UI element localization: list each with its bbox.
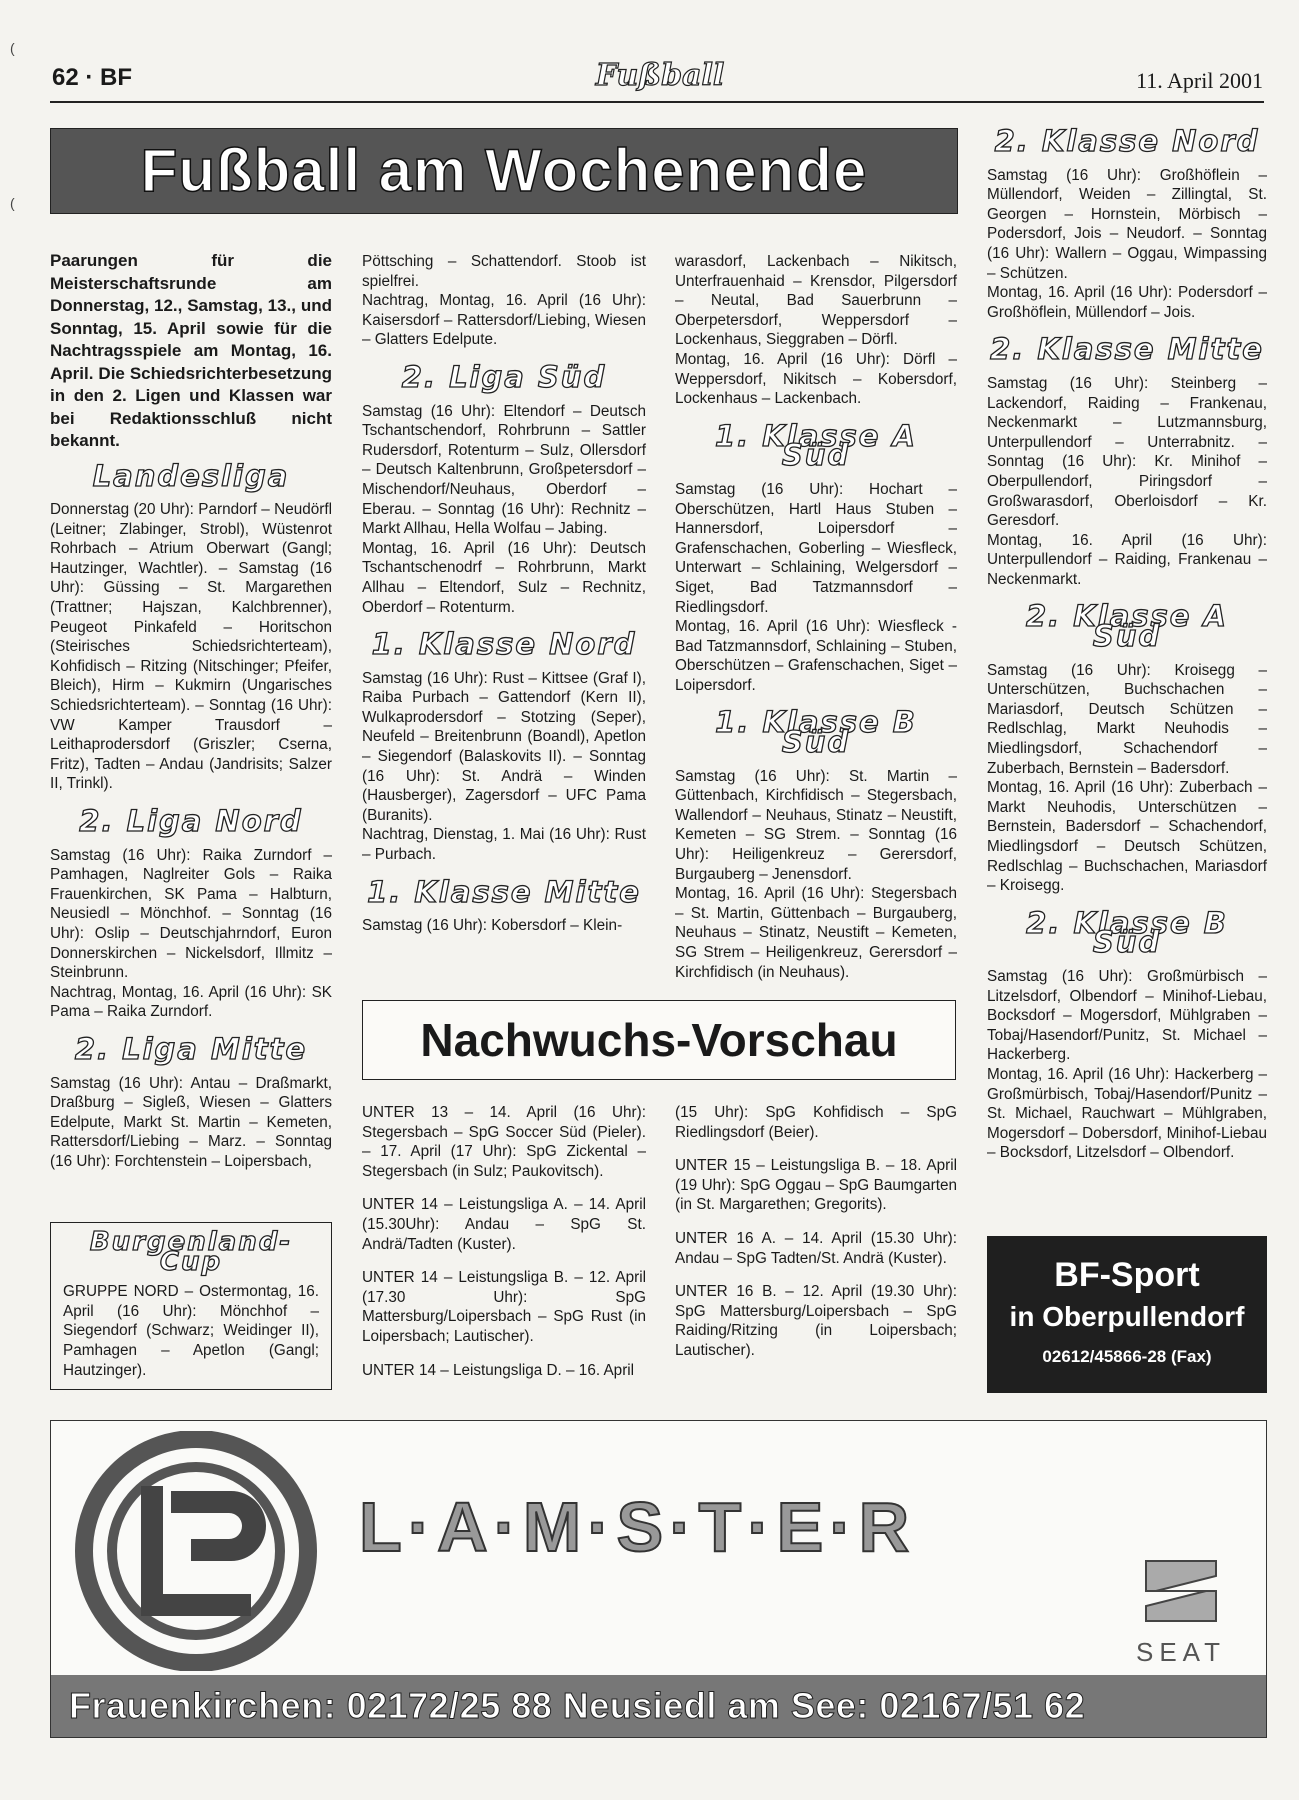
lamster-brand: L·A·M·S·T·E·R (359, 1488, 916, 1566)
article-text: Montag, 16. April (16 Uhr): Deutsch Tschantschenodrf – Rohrbrunn, Markt Allhau – Eltendorf, Sulz – Rechnitz, Oberdorf – Rotenturm. (362, 539, 646, 616)
article-text: Samstag (16 Uhr): Kobersdorf – Klein- (362, 917, 623, 935)
article-text: Nachtrag, Dienstag, 1. Mai (16 Uhr): Rust – Purbach. (362, 826, 646, 864)
nachwuchs-left (362, 1103, 646, 1380)
article-text: GRUPPE NORD – Ostermontag, 16. April (16 Uhr): Mönchhof – Siegendorf (Schwarz; Weidinger II), Pamhagen – Apetlon (Gangl; Hautzinger). (63, 1283, 319, 1379)
nachwuchs-title: Nachwuchs-Vorschau (362, 1000, 956, 1080)
article-text: Samstag (16 Uhr): St. Martin – Güttenbach, Kirchfidisch – Stegersbach, Wallendorf – Neuhaus, Stinatz – Neustift, Kemeten – SG Strem. – Sonntag (16 Uhr): Heiligenkreuz – Gerersdorf, Burgauberg – Jenensdorf. (675, 767, 957, 883)
article-text: UNTER 15 – Leistungsliga B. – 18. April (19 Uhr): SpG Oggau – SpG Baumgarten (in St. Margarethen; Gregorits). (675, 1157, 957, 1214)
seat-logo-icon (1136, 1556, 1226, 1626)
lamster-logo-icon (71, 1431, 321, 1671)
section-heading: 2. Klasse B Süd (1026, 905, 1228, 960)
article-text: Montag, 16. April (16 Uhr): Wiesfleck - Bad Tatzmannsdorf, Schlaining – Stuben, Oberschützen – Grafenschachen, Siget – Loipersdorf. (675, 618, 957, 694)
article-text: UNTER 14 – Leistungsliga D. – 16. April (362, 1361, 635, 1379)
article-text: Samstag (16 Uhr): Hochart – Oberschützen, Hartl Haus Stuben – Hannersdorf, Loipersdorf – Grafenschachen, Goberling – Wiesfleck, Unterwart – Schlaining, Welgersdorf – Siget, Bad Tatzmannsdorf – Riedlingsdorf. (675, 480, 957, 616)
main-headline: Fußball am Wochenende (50, 128, 958, 214)
section-heading: Burgenland-Cup (89, 1227, 293, 1277)
issue-date: 11. April 2001 (1136, 68, 1263, 93)
intro-text: Paarungen für die Meisterschaftsrunde am Donnerstag, 12., Samstag, 13., und Sonntag, 15. April sowie für die Nachtragsspiele am Montag, 16. April. Die Schiedsrichterbesetzung in den 2. Ligen und Klassen war bei Redaktionsschluß nicht bekannt. (50, 251, 332, 450)
article-text: Samstag (16 Uhr): Raika Zurndorf – Pamhagen, Naglreiter Gols – Raika Frauenkirchen, SK Pama – Halbturn, Neusiedl – Mönchhof. – Sonntag (16 Uhr): Oslip – Deutschjahrndorf, Euron Donnerskirchen – Nickelsdorf, Illmitz – Steinbrunn. (50, 846, 332, 982)
article-text: Montag, 16. April (16 Uhr): Zuberbach – Markt Neuhodis, Unterschützen – Bernstein, Badersdorf – Schachendorf, Miedlingsdorf – Deutsch Schützen, Redlschlag – Buchschachen, Mariasdorf – Kroisegg. (987, 779, 1267, 895)
article-text: Samstag (16 Uhr): Antau – Draßmarkt, Draßburg – Sigleß, Wiesen – Glatters Edelpute, Markt St. Martin – Kemeten, Rattersdorf/Liebing – Marz. – Sonntag (16 Uhr): Forchtenstein – Loipersbach, (50, 1074, 332, 1170)
article-text: Nachtrag, Montag, 16. April (16 Uhr): Kaisersdorf – Rattersdorf/Liebing, Wiesen – Glatters Edelpute. (362, 292, 646, 349)
section-heading: Landesliga (92, 458, 290, 493)
margin-mark: ( (10, 195, 15, 211)
column-1 (50, 250, 332, 1172)
bf-sport-title: BF-Sport (1054, 1256, 1200, 1294)
article-text: (15 Uhr): SpG Kohfidisch – SpG Riedlingsdorf (Beier). (675, 1104, 957, 1141)
article-text: UNTER 16 B. – 12. April (19.30 Uhr): SpG Mattersburg/Loipersbach – SpG Raiding/Ritzing (in Loipersbach; Lautischer). (675, 1283, 957, 1359)
nachwuchs-right (675, 1103, 957, 1361)
column-2 (362, 252, 646, 936)
article-text: Montag, 16. April (16 Uhr): Podersdorf – Großhöflein, Müllendorf – Jois. (987, 284, 1267, 321)
header-rule (50, 101, 1264, 103)
article-text: Samstag (16 Uhr): Großhöflein – Müllendorf, Weiden – Zillingtal, St. Georgen – Hornstein, Mörbisch – Podersdorf, Jois – Neudorf. – Sonntag (16 Uhr): Wallern – Oggau, Wimpassing – Schützen. (987, 166, 1267, 282)
section-heading: 1. Klasse B Süd (715, 705, 917, 760)
article-text: Samstag (16 Uhr): Steinberg – Lackendorf, Raiding – Frankenau, Neckenmarkt – Lutzmannsburg, Unterpullendorf – Unterrabnitz. – Sonntag (16 Uhr): Kr. Minihof – Oberpullendorf, Piringsdorf – Großwarasdorf, Oberloisdorf – Kr. Geresdorf. (987, 374, 1267, 530)
cup-box (50, 1222, 332, 1390)
column-4 (987, 124, 1267, 1163)
article-text: Donnerstag (20 Uhr): Parndorf – Neudörfl (Leitner; Zlabinger, Strobl), Wüstenrot Rohrbach – Atrium Oberwart (Gangl; Hautzinger, Wachtler). – Samstag (16 Uhr): Güssing – St. Margarethen (Trattner; Hajszan, Kalchbrenner), Peugeot Pinkafeld – Horitschon (Steirisches Schiedsrichterteam), Kohfidisch – Ritzing (Nitschinger; Pfeifer, Bleich), Hirm – Kukmirn (Ungarisches Schiedsrichterteam). – Sonntag (16 Uhr): VW Kamper Trausdorf – Leithaprodersdorf (Griszler; Cserna, Fritz), Tadten – Andau (Jandrisits; Salzer II, Trinkl). (50, 501, 332, 793)
section-heading: 2. Klasse A Süd (1025, 599, 1228, 654)
article-text: Montag, 16. April (16 Uhr): Hackerberg – Großmürbisch, Tobaj/Hasendorf/Punitz – St. Michael, Rauchwart – Mühlgraben, Mogersdorf – Dobersdorf, Minihof-Liebau – Bocksdorf, Litzelsdorf – Olbendorf. (987, 1065, 1267, 1162)
article-text: Samstag (16 Uhr): Kroisegg – Unterschützen, Buchschachen – Mariasdorf, Deutsch Schützen – Redlschlag, Markt Neuhodis – Miedlingsdorf, Schachendorf – Zuberbach, Bernstein – Badersdorf. (987, 661, 1267, 777)
article-text: Montag, 16. April (16 Uhr): Stegersbach – St. Martin, Güttenbach – Burgauberg, Neuhaus – Stinatz, Neustift – Kemeten, SG Strem – Heiligenkreuz, Gerersdorf – Kirchfidisch (in Neuhaus). (675, 885, 957, 981)
seat-logo (1136, 1556, 1226, 1668)
article-text: Samstag (16 Uhr): Großmürbisch – Litzelsdorf, Olbendorf – Minihof-Liebau, Bocksdorf – Mogersdorf, Mühlgraben – Tobaj/Hasendorf/Punitz, St. Michael – Hackerberg. (987, 967, 1267, 1064)
article-text: Montag, 16. April (16 Uhr): Unterpullendorf – Raiding, Frankenau – Neckenmarkt. (987, 531, 1267, 588)
margin-mark: ( (10, 40, 15, 56)
article-text: UNTER 14 – Leistungsliga B. – 12. April (17.30 Uhr): SpG Mattersburg/Loipersbach – SpG Rust (in Loipersbach; Lautischer). (362, 1269, 646, 1345)
bf-sport-box (987, 1236, 1267, 1393)
article-text: Montag, 16. April (16 Uhr): Dörfl – Weppersdorf, Nikitsch – Kobersdorf, Lockenhaus – Lackenbach. (675, 350, 957, 408)
column-3 (675, 252, 957, 982)
ad-phone-footer: Frauenkirchen: 02172/25 88 Neusiedl am See: 02167/51 62 (51, 1675, 1266, 1737)
article-text: Pöttsching – Schattendorf. Stoob ist spielfrei. (362, 253, 646, 290)
article-text: Samstag (16 Uhr): Rust – Kittsee (Graf I), Raiba Purbach – Gattendorf (Kern II), Wulkaprodersdorf – Stotzing (Seper), Neufeld – Breitenbrunn (Boandl), Apetlon – Siegendorf (Balaskovits II). – Sonntag (16 Uhr): St. Andrä – Winden (Hausberger), Zagersdorf – UFC Pama (Buranits). (362, 669, 646, 824)
bf-sport-location: in Oberpullendorf (1009, 1301, 1245, 1332)
article-text: Nachtrag, Montag, 16. April (16 Uhr): SK Pama – Raika Zurndorf. (50, 983, 332, 1021)
section-heading: 1. Klasse Mitte (367, 874, 641, 909)
section-title: Fußball (595, 58, 725, 93)
seat-label: SEAT (1136, 1637, 1226, 1667)
section-heading: 2. Liga Nord (79, 804, 303, 838)
section-heading: 2. Liga Mitte (74, 1031, 308, 1066)
section-heading: 2. Liga Süd (401, 359, 607, 394)
article-text: UNTER 14 – Leistungsliga A. – 14. April (15.30Uhr): Andau – SpG St. Andrä/Tadten (Kuster). (362, 1196, 646, 1253)
section-heading: 1. Klasse Nord (371, 627, 637, 662)
lamster-ad (50, 1420, 1267, 1738)
bf-sport-fax: 02612/45866-28 (Fax) (1042, 1347, 1212, 1366)
section-heading: 1. Klasse A Süd (714, 418, 917, 473)
section-heading: 2. Klasse Mitte (990, 332, 1264, 367)
article-text: Samstag (16 Uhr): Eltendorf – Deutsch Tschantschendorf, Rohrbrunn – Sattler Rudersdorf, Rotenturm – Sulz, Ollersdorf – Deutsch Kaltenbrunn, Großpetersdorf – Mischendorf/Neuhaus, Oberdorf – Eberau. – Sonntag (16 Uhr): Rechnitz – Markt Allhau, Hella Wolfau – Jabing. (362, 402, 646, 538)
article-text: UNTER 16 A. – 14. April (15.30 Uhr): Andau – SpG Tadten/St. Andrä (Kuster). (675, 1229, 957, 1267)
article-text: warasdorf, Lackenbach – Nikitsch, Unterfrauenhaid – Krensdor, Pilgersdorf – Neutal, Bad Sauerbrunn – Oberpetersdorf, Weppersdorf – Lockenhaus, Sieggraben – Dörfl. (675, 253, 957, 349)
article-text: UNTER 13 – 14. April (16 Uhr): Stegersbach – SpG Soccer Süd (Pieler). – 17. April (17 Uhr): SpG Zickental – Stegersbach (in Sulz; Paukovitsch). (362, 1104, 646, 1180)
section-heading: 2. Klasse Nord (994, 124, 1260, 158)
page-number: 62 · BF (52, 64, 133, 91)
